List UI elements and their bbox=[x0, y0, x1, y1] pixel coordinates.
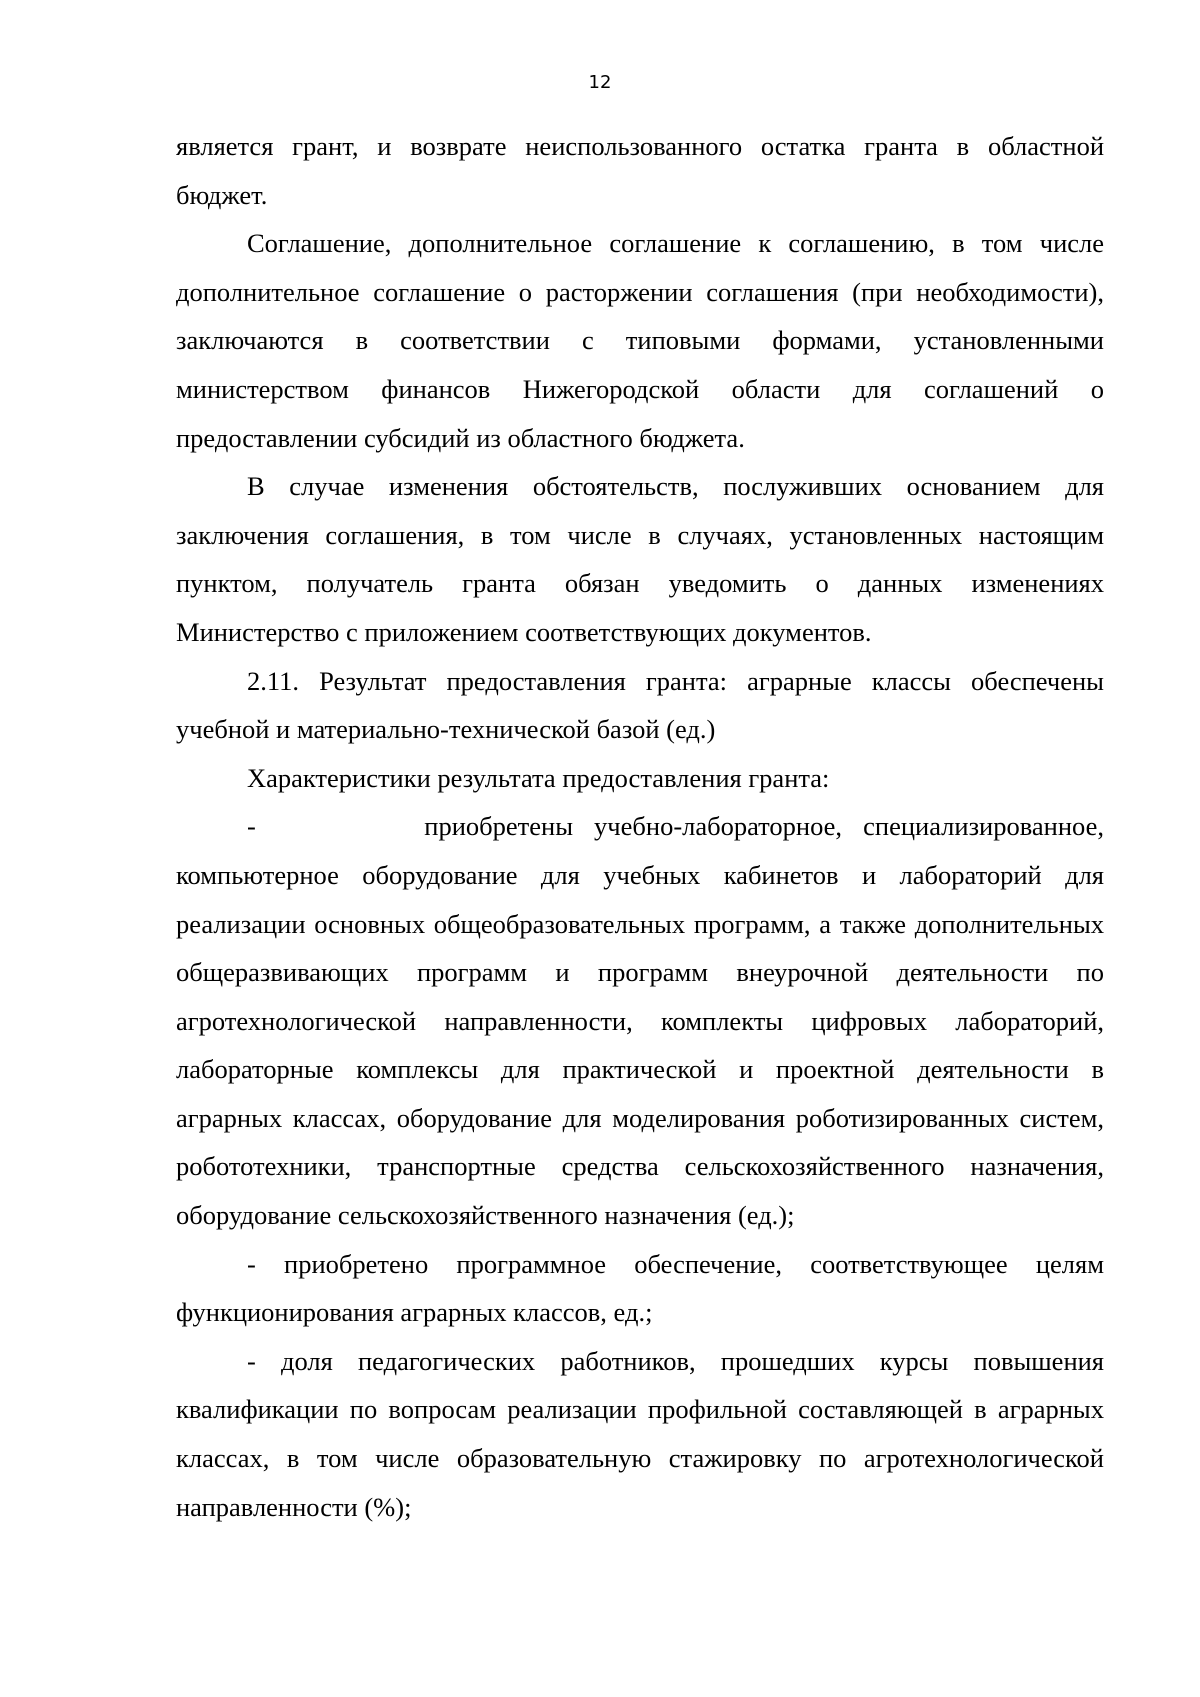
paragraph-grant-return: является грант, и возврате неиспользованного остатка гранта в областной бюджет. bbox=[176, 131, 1104, 210]
list-item-equipment: - приобретены учебно-лабораторное, специализированное, компьютерное оборудование для учебных кабинетов и лабораторий для реализации основных общеобразовательных программ, а также дополнительных общеразвивающих программ и программ внеурочной деятельности по агротехнологической направленности, комплекты цифровых лабораторий, лабораторные комплексы для практической и проектной деятельности в аграрных классах, оборудование для моделирования роботизированных систем, робототехники, транспортные средства сельскохозяйственного назначения, оборудование сельскохозяйственного назначения (ед.); bbox=[176, 811, 1104, 1231]
paragraph-result-2-11: 2.11. Результат предоставления гранта: аграрные классы обеспечены учебной и материально-технической базой (ед.) bbox=[176, 665, 1104, 745]
document-body bbox=[176, 122, 1104, 1531]
page-number: 12 bbox=[588, 72, 612, 93]
paragraph-result-characteristics: Характеристики результата предоставления гранта: bbox=[247, 762, 830, 793]
list-item-software: - приобретено программное обеспечение, соответствующее целям функционирования аграрных классов, ед.; bbox=[176, 1248, 1104, 1328]
list-item-teachers-share: - доля педагогических работников, прошедших курсы повышения квалификации по вопросам реализации профильной составляющей в аграрных классах, в том числе образовательную стажировку по агротехнологической направленности (%); bbox=[176, 1345, 1104, 1522]
paragraph-circumstances-change: В случае изменения обстоятельств, послуживших основанием для заключения соглашения, в том числе в случаях, установленных настоящим пунктом, получатель гранта обязан уведомить о данных изменениях Министерство с приложением соответствующих документов. bbox=[176, 471, 1104, 647]
paragraph-agreement: Соглашение, дополнительное соглашение к соглашению, в том числе дополнительное соглашение о расторжении соглашения (при необходимости), заключаются в соответствии с типовыми формами, установленными министерством финансов Нижегородской области для соглашений о предоставлении субсидий из областного бюджета. bbox=[176, 228, 1104, 453]
